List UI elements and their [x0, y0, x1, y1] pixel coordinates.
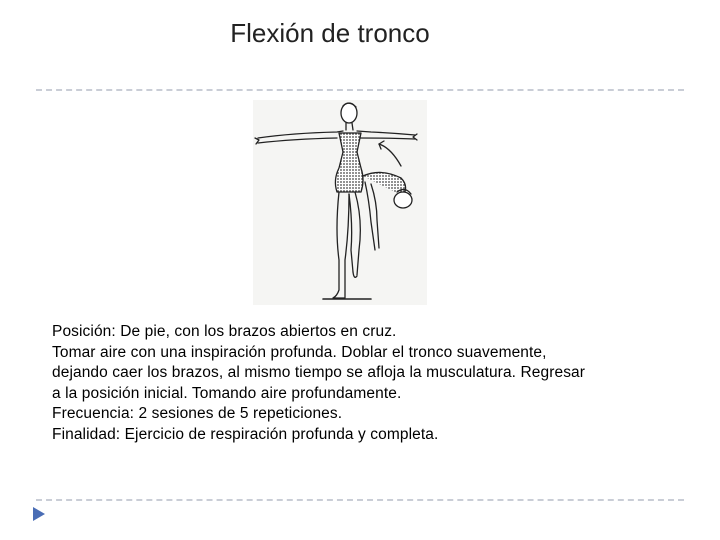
instruction-line-1: Tomar aire con una inspiración profunda. Doblar el tronco suavemente,: [52, 343, 547, 361]
purpose-line: Finalidad: Ejercicio de respiración profunda y completa.: [52, 425, 439, 443]
instruction-line-3: a la posición inicial. Tomando aire profundamente.: [52, 384, 402, 402]
slide-title: Flexión de tronco: [230, 18, 430, 48]
exercise-description: [52, 322, 692, 445]
trunk-flexion-figure: [253, 100, 427, 305]
frequency-line: Frecuencia: 2 sesiones de 5 repeticiones.: [52, 405, 343, 422]
top-divider: [36, 89, 684, 91]
exercise-illustration: [253, 100, 427, 305]
instruction-line-2: dejando caer los brazos, al mismo tiempo se afloja la musculatura. Regresar: [52, 364, 586, 381]
bottom-divider: [36, 499, 684, 501]
position-line: Posición: De pie, con los brazos abiertos en cruz.: [52, 323, 397, 340]
triangle-right-icon[interactable]: [32, 506, 46, 522]
